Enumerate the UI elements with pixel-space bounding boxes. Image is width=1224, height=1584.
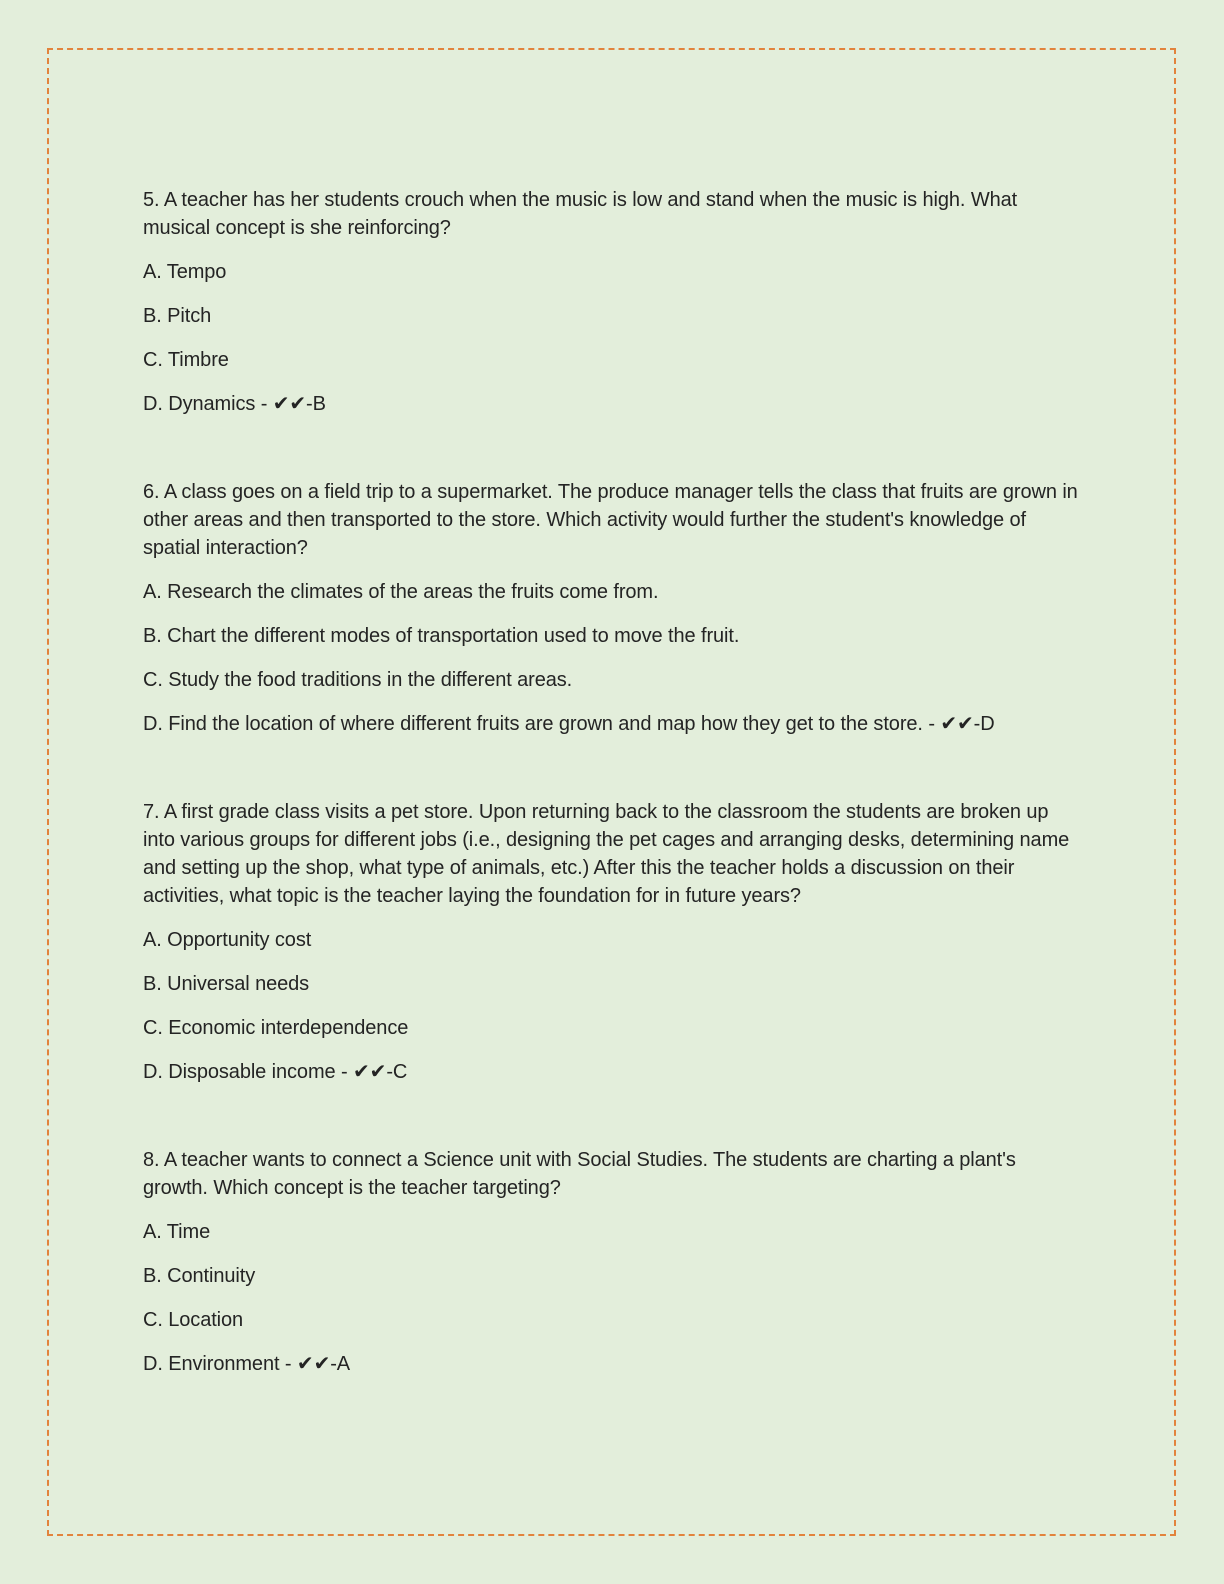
answer-option-with-correct-mark: D. Disposable income - ✔✔-C [143,1061,408,1083]
answer-option: A. Tempo [143,261,227,283]
question-block-7 [143,798,1083,1102]
question-text: 6. A class goes on a field trip to a supermarket. The produce manager tells the class that fruits are grown in other areas and then transported to the store. Which activity would further the student's knowledge of spatial interaction? [143,481,1078,559]
question-block-6 [143,478,1083,754]
document-content [143,186,1083,1438]
answer-option: C. Study the food traditions in the different areas. [143,669,573,691]
answer-option-with-correct-mark: D. Environment - ✔✔-A [143,1353,351,1375]
answer-option: A. Opportunity cost [143,929,312,951]
answer-option: B. Continuity [143,1265,256,1287]
answer-option: A. Time [143,1221,211,1243]
answer-option: C. Timbre [143,349,229,371]
question-text: 7. A first grade class visits a pet store. Upon returning back to the classroom the students are broken up into various groups for different jobs (i.e., designing the pet cages and arranging desks, determining name and setting up the shop, what type of animals, etc.) After this the teacher holds a discussion on their activities, what topic is the teacher laying the foundation for in future years? [143,801,1070,907]
answer-option-with-correct-mark: D. Dynamics - ✔✔-B [143,393,326,415]
answer-option: B. Pitch [143,305,212,327]
answer-option: B. Universal needs [143,973,310,995]
question-text: 8. A teacher wants to connect a Science unit with Social Studies. The students are charting a plant's growth. Which concept is the teacher targeting? [143,1149,1016,1199]
answer-option: A. Research the climates of the areas the fruits come from. [143,581,659,603]
question-block-5 [143,186,1083,434]
question-block-8 [143,1146,1083,1394]
question-text: 5. A teacher has her students crouch when the music is low and stand when the music is high. What musical concept is she reinforcing? [143,189,1018,239]
answer-option: C. Economic interdependence [143,1017,409,1039]
answer-option: C. Location [143,1309,244,1331]
answer-option-with-correct-mark: D. Find the location of where different fruits are grown and map how they get to the store. - ✔✔-D [143,713,995,735]
answer-option: B. Chart the different modes of transportation used to move the fruit. [143,625,740,647]
